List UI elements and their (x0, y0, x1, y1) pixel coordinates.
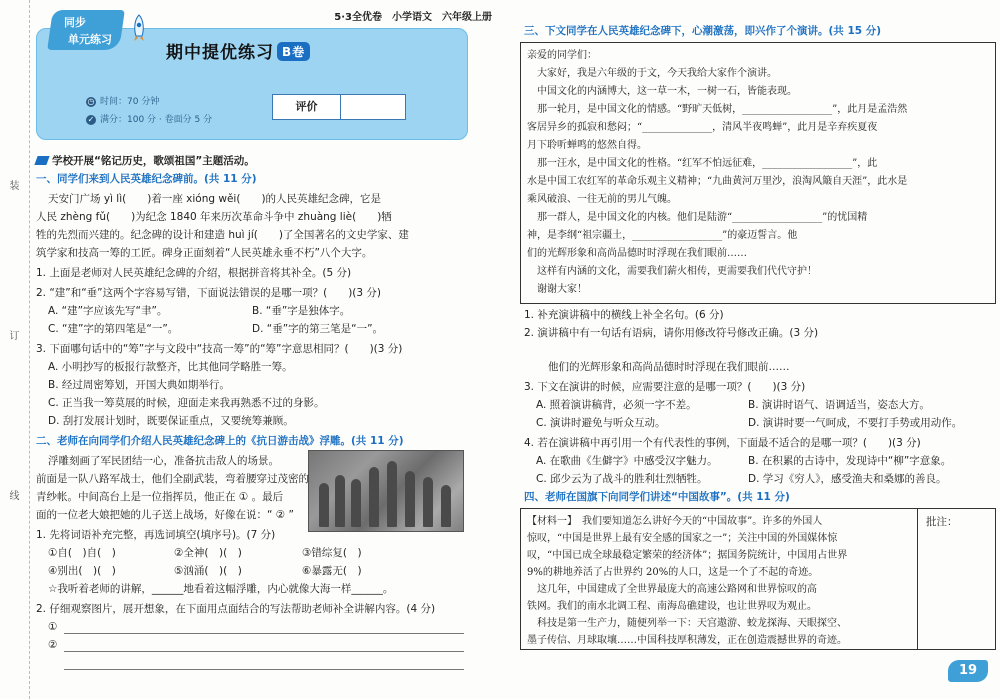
passage-line: 筑学家和技高一筹的工匠。碑身正面刻着“人民英雄永垂不朽”八个大字。 (36, 247, 373, 259)
evaluation-box (272, 94, 406, 120)
rocket-icon (130, 14, 148, 44)
passage-line: 浮雕刻画了军民团结一心，准备抗击敌人的场景。 (48, 455, 279, 467)
speech-line: 那一轮月，是中国文化的情感。“野旷天低树，__________________”，此月是孟浩然 (527, 104, 908, 115)
option-b: B. “垂”字是独体字。 (252, 305, 351, 317)
material-box (520, 508, 918, 650)
material-line: 9%的耕地养活了占世界约 20%的人口，这是一个了不起的奇迹。 (527, 567, 819, 578)
question-1: 1. 上面是老师对人民英雄纪念碑的介绍，根据拼音将其补全。(5 分) (36, 267, 352, 279)
title-text: 期中提优练习 (166, 43, 274, 63)
spine-mark: 装 (7, 180, 18, 190)
speech-box (520, 42, 996, 304)
check-icon: ✓ (87, 115, 95, 124)
passage-line: 前面是一队八路军战士，他们全副武装，弯着腰穿过茂密的 (36, 473, 309, 485)
option-d: D. “垂”字的第三笔是“一”。 (252, 323, 384, 335)
theme-line: 学校开展“铭记历史，歌颂祖国”主题活动。 (36, 154, 255, 168)
left-page (32, 4, 496, 694)
speech-line: 水是中国工农红军的革命乐观主义精神；“九曲黄河万里沙，浪淘风簸自天涯”，此水是 (527, 176, 908, 187)
question-3: 3. 下面哪句话中的“筹”字与文段中“技高一筹”的“筹”字意思相同？( )(3 分) (36, 343, 403, 355)
option-d: D. 演讲时要一气呵成，不要打手势或用动作。 (748, 417, 963, 429)
question-5: 2. 仔细观察图片，展开想象，在下面用点面结合的写法帮助老师补全讲解内容。(4 分) (36, 603, 436, 615)
relief-photo (308, 450, 464, 532)
word-item: ④别出( )( ) (48, 565, 116, 577)
material-line: 【材料一】 我们要知道怎么讲好今天的“中国故事”。许多的外国人 (527, 516, 823, 527)
speech-line: 亲爱的同学们： (527, 50, 597, 61)
option-d: D. 学习《穷人》，感受渔夫和桑娜的善良。 (748, 473, 947, 485)
spine-mark: 线 (7, 490, 18, 500)
option-a: A. 在歌曲《生僻字》中感受汉字魅力。 (536, 455, 718, 467)
answer-marker: ① (48, 621, 58, 633)
word-item: ⑥暴露无( ) (302, 565, 362, 577)
word-item: ①自( )自( ) (48, 547, 116, 559)
spine-mark: 订 (7, 330, 18, 340)
question-3: 3. 下文在演讲的时候，应需要注意的是哪一项？( )(3 分) (524, 381, 806, 393)
question-2: 2. 演讲稿中有一句话有语病，请你用修改符号修改正确。(3 分) (524, 327, 819, 339)
speech-line: 神，是李纲“祖宗疆土，__________________”的豪迈誓言。他 (527, 230, 798, 241)
option-c: C. 正当我一筹莫展的时候，迎面走来我再熟悉不过的身影。 (48, 397, 325, 409)
option-a: A. “建”字应该先写“聿”。 (48, 305, 168, 317)
option-a: A. 小明抄写的板报行款整齐，比其他同学略胜一筹。 (48, 361, 293, 373)
speech-line: 大家好，我是六年级的于文，今天我给大家作个演讲。 (527, 68, 777, 79)
speech-line: 们的光辉形象和高尚品德时时浮现在我们眼前…… (527, 248, 747, 259)
section-1-title: 一、同学们来到人民英雄纪念碑前。(共 11 分) (36, 173, 257, 185)
material-line: 铁网。我们的南水北调工程、南海岛礁建设，也让世界叹为观止。 (527, 601, 817, 612)
material-line: 墨子传信、月球取壤……中国科技厚积薄发，正在创造震撼世界的奇迹。 (527, 635, 847, 646)
page-title (166, 38, 310, 63)
material-line: 这几年，中国建成了全世界最庞大的高速公路网和世界惊叹的高 (527, 584, 817, 595)
time-info (86, 94, 159, 107)
speech-line: 客居异乡的孤寂和愁闷；“______________，清风半夜鸣蝉”，此月是辛弃疾夏夜 (527, 122, 878, 133)
option-c: C. “建”字的第四笔是“一”。 (48, 323, 179, 335)
section-4-title: 四、老师在国旗下向同学们讲述“中国故事”。(共 11 分) (524, 491, 790, 503)
option-b: B. 演讲时语气、语调适当，姿态大方。 (748, 399, 930, 411)
option-c: C. 邱少云为了战斗的胜利壮烈牺牲。 (536, 473, 708, 485)
option-a: A. 照着演讲稿背，必须一字不差。 (536, 399, 697, 411)
speech-line: 那一群人，是中国文化的内核。他们是陆游“__________________”的忧国精 (527, 212, 868, 223)
answer-line[interactable] (64, 633, 464, 634)
section-2-title: 二、老师在向同学们介绍人民英雄纪念碑上的《抗日游击战》浮雕。(共 11 分) (36, 435, 404, 447)
speech-line: 这样有内涵的文化，需要我们薪火相传，更需要我们代代守护！ (527, 266, 817, 277)
question-1: 1. 补充演讲稿中的横线上补全名句。(6 分) (524, 309, 724, 321)
time-text: 时间：70 分钟 (100, 97, 160, 107)
binding-margin (0, 0, 30, 699)
option-b: B. 在积累的古诗中，发现诗中“柳”字意象。 (748, 455, 952, 467)
material-line: 科技是第一生产力，随便列举一下：天宫遨游、蛟龙探海、天眼探空、 (527, 618, 847, 629)
badge-line1: 同步 (64, 16, 86, 29)
speech-line: 中国文化的内涵博大，这一草一木，一树一石，皆能表现。 (527, 86, 797, 97)
passage-line: 牲的先烈而兴建的。纪念碑的设计和建造 huì jí( )了全国著名的文史学家、建 (36, 229, 409, 241)
annotation-label: 批注： (926, 516, 958, 528)
right-page (512, 4, 996, 694)
speech-line: 那一汪水，是中国文化的性格。“红军不怕远征难，__________________”，此 (527, 158, 878, 169)
speech-line: 月下聆听蝉鸣的悠然自得。 (527, 140, 647, 151)
eval-value-field[interactable] (341, 95, 405, 119)
fill-sentence: ☆我听着老师的讲解，______地看着这幅浮雕，内心就像大海一样______。 (48, 583, 394, 595)
question-2: 2. “建”和“垂”这两个字容易写错，下面说法错误的是哪一项？( )(3 分) (36, 287, 382, 299)
option-b: B. 经过周密筹划，开国大典如期举行。 (48, 379, 230, 391)
word-item: ③错综复( ) (302, 547, 362, 559)
answer-line[interactable] (64, 651, 464, 652)
passage-line: 天安门广场 yì lì( )着一座 xióng wěi( )的人民英雄纪念碑，它是 (48, 193, 382, 205)
clock-icon: ◷ (87, 97, 95, 106)
speech-line: 谢谢大家！ (527, 284, 587, 295)
score-text: 满分：100 分 · 卷面分 5 分 (100, 115, 213, 125)
option-c: C. 演讲时避免与听众互动。 (536, 417, 666, 429)
page-number: 19 (948, 660, 988, 682)
annotation-column[interactable] (918, 508, 996, 650)
badge-line2: 单元练习 (68, 33, 112, 46)
material-line: 惊叹，“中国是世界上最有安全感的国家之一”；关注中国的外国媒体惊 (527, 533, 838, 544)
eval-label: 评价 (273, 95, 341, 119)
word-item: ⑤汹涌( )( ) (174, 565, 242, 577)
sick-sentence: 他们的光辉形象和高尚品德时时浮现在我们眼前…… (548, 361, 790, 373)
speech-line: 乘风破浪、一往无前的男儿气魄。 (527, 194, 677, 205)
pencil-icon (34, 156, 49, 165)
question-4: 4. 若在演讲稿中再引用一个有代表性的事例，下面最不适合的是哪一项？( )(3 分) (524, 437, 921, 449)
section-3-title: 三、下文同学在人民英雄纪念碑下，心潮激荡，即兴作了个演讲。(共 15 分) (524, 25, 882, 37)
volume-badge: B卷 (277, 42, 310, 61)
option-d: D. 刮打发展计划时，既要保证重点，又要统筹兼顾。 (48, 415, 294, 427)
unit-badge (50, 10, 130, 52)
answer-line[interactable] (64, 669, 464, 670)
passage-line: 人民 zhèng fǔ( )为纪念 1840 年来历次革命斗争中 zhuàng liè( )牺 (36, 211, 392, 223)
answer-marker: ② (48, 639, 58, 651)
score-info (86, 112, 212, 125)
word-item: ②全神( )( ) (174, 547, 242, 559)
passage-line: 面的一位老大娘把她的儿子送上战场，好像在说：“ ② ” (36, 509, 294, 521)
material-line: 叹，“中国已成全球最稳定繁荣的经济体”；据国务院统计，中国用占世界 (527, 550, 848, 561)
passage-line: 青纱帐。中间高台上是一位指挥员，他正在 ① 。最后 (36, 491, 284, 503)
question-4: 1. 先将词语补充完整，再选词填空(填序号)。(7 分) (36, 529, 276, 541)
series-header: 5·3全优卷 小学语文 六年级上册 (334, 12, 492, 23)
